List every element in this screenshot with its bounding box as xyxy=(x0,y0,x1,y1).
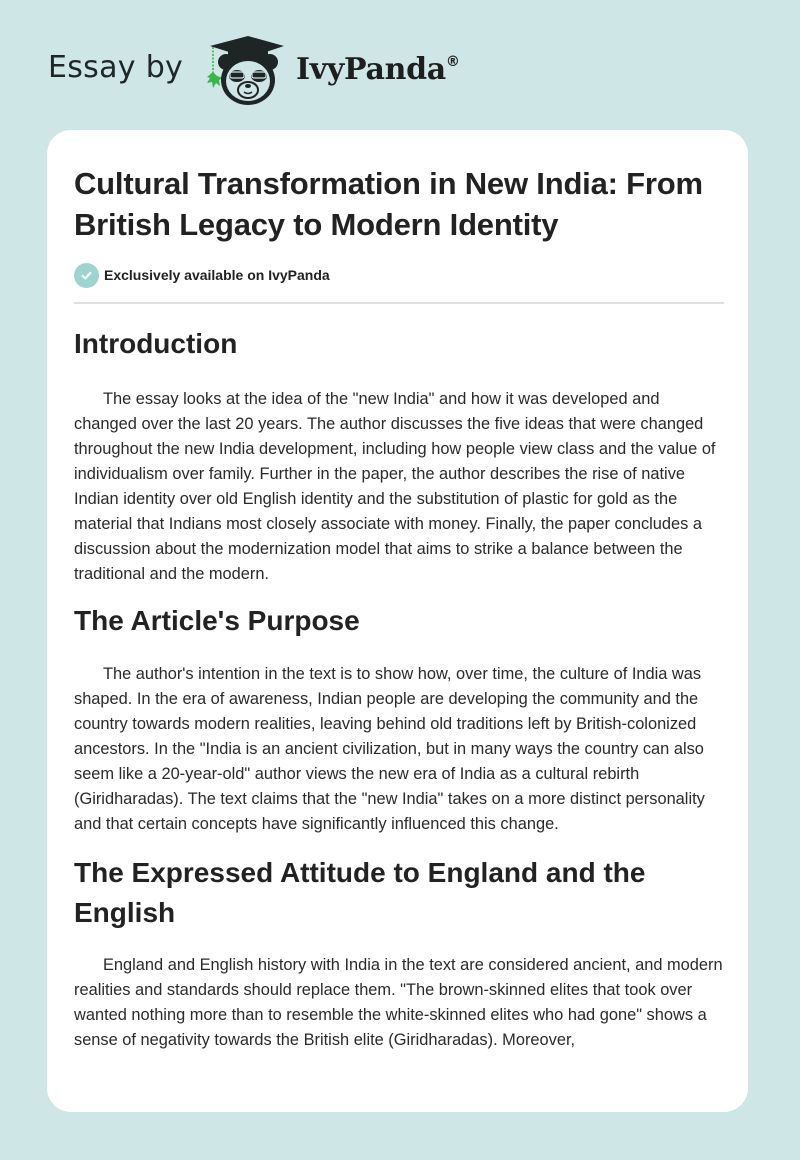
section-heading-introduction: Introduction xyxy=(74,328,238,359)
section-heading-purpose: The Article's Purpose xyxy=(74,605,360,636)
section-paragraph-introduction: The essay looks at the idea of the "new India" and how it was developed and changed over the last 20 years. The author discusses the five ideas that were changed throughout the new India development, including how people view class and the value of individualism over family. Further in the paper, the author describes the rise of native Indian identity over old English identity and the substitution of plastic for gold as the material that Indians most closely associate with money. Finally, the paper concludes a discussion about the modernization model that aims to strike a balance between the traditional and the modern. xyxy=(74,390,716,583)
check-circle-icon xyxy=(74,263,99,288)
panda-logo-icon[interactable] xyxy=(200,34,292,108)
site-header xyxy=(0,0,800,130)
registered-mark: ® xyxy=(445,54,460,70)
section-paragraph-attitude: England and English history with India in the text are considered ancient, and modern realities and standards should replace them. "The brown-skinned elites that took over wanted nothing more than to resemble the white-skinned elites who had gone" shows a sense of negativity towards the British elite (Giridharadas). Moreover, xyxy=(74,956,723,1049)
brand-name[interactable] xyxy=(296,52,460,87)
essay-by-label: Essay by xyxy=(48,50,184,85)
essay-card xyxy=(47,130,748,1112)
section-heading-attitude: The Expressed Attitude to England and the English xyxy=(74,857,646,928)
divider xyxy=(74,302,724,304)
exclusive-label: Exclusively available on IvyPanda xyxy=(104,267,330,283)
section-paragraph-purpose: The author's intention in the text is to show how, over time, the culture of India was shaped. In the era of awareness, Indian people are developing the community and the country towards modern realities, leaving behind old traditions left by British-colonized ancestors. In the "India is an ancient civilization, but in many ways the country can also seem like a 20-year-old" author views the new era of India as a cultural rebirth (Giridharadas). The text claims that the "new India" takes on a more distinct personality and that certain concepts have significantly influenced this change. xyxy=(74,665,705,833)
brand-text: IvyPanda xyxy=(296,52,446,87)
essay-title: Cultural Transformation in New India: From British Legacy to Modern Identity xyxy=(74,166,703,242)
exclusive-badge xyxy=(74,262,330,288)
